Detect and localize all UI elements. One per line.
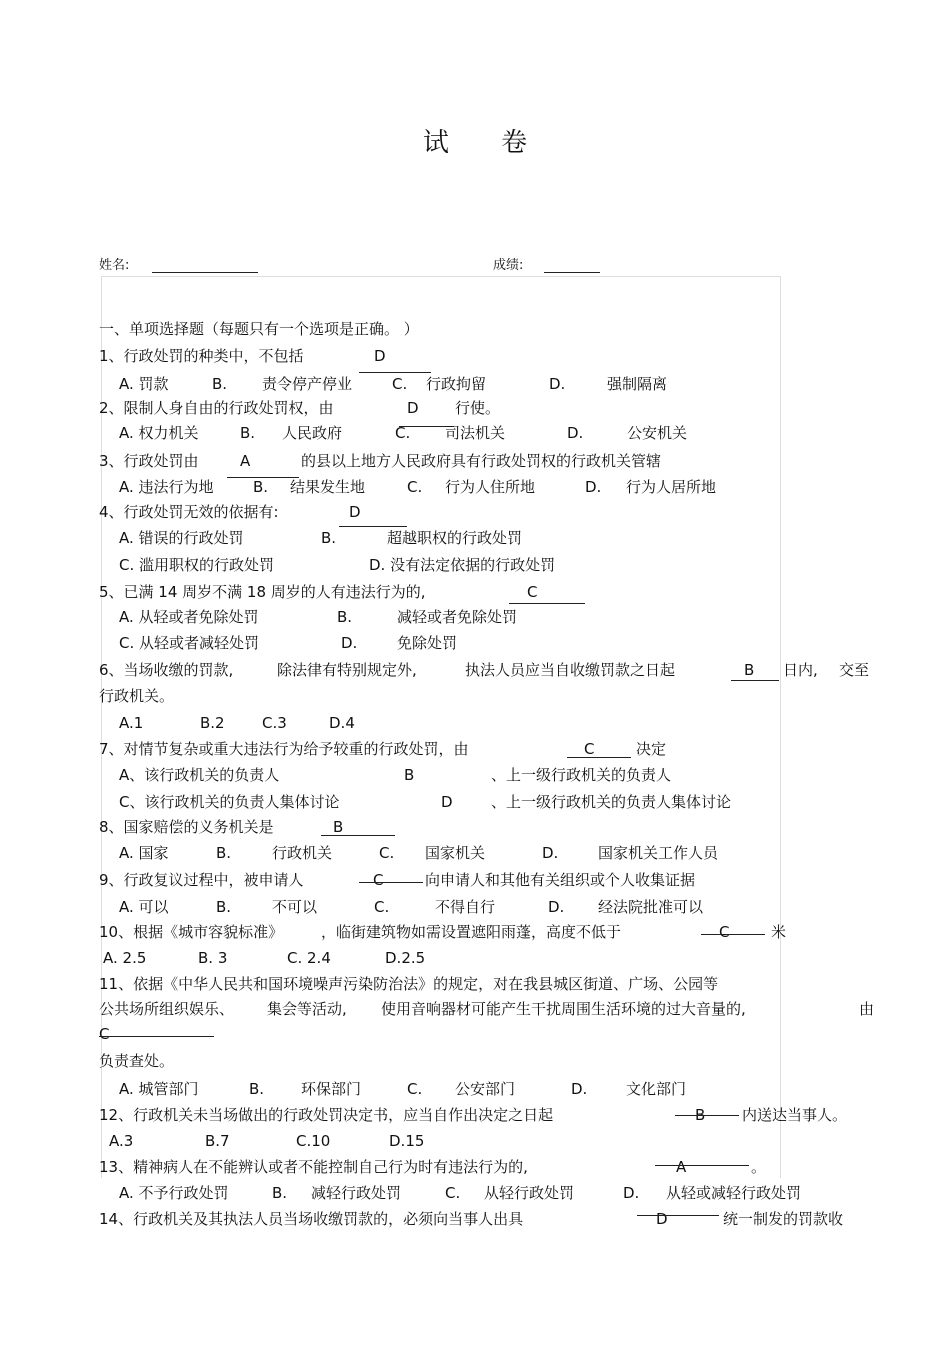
question-7-options-1 (99, 763, 879, 787)
option-d: D. (549, 375, 566, 393)
question-5-options-2 (99, 631, 879, 655)
question-stem-end: 内送达当事人。 (742, 1106, 848, 1124)
question-4 (99, 500, 879, 524)
option-d-text: 公安机关 (627, 424, 688, 442)
option-b: B.2 (200, 714, 225, 732)
answer: C (527, 583, 538, 601)
question-6-cont (99, 684, 879, 708)
answer-underline (509, 603, 585, 604)
option-b-text: 超越职权的行政处罚 (387, 529, 523, 547)
question-stem-end: 。 (751, 1158, 767, 1176)
option-b-text: 人民政府 (282, 424, 343, 442)
answer: B (333, 818, 344, 836)
option-d-text: 、上一级行政机关的负责人集体讨论 (491, 793, 732, 811)
question-4-options-1 (99, 526, 879, 550)
name-label: 姓名: (99, 258, 130, 273)
option-a: A. 错误的行政处罚 (119, 529, 244, 547)
question-stem: 13、精神病人在不能辨认或者不能控制自己行为时有违法行为的, (99, 1158, 528, 1176)
question-8-options (99, 841, 879, 865)
question-11-answer-line (99, 1022, 879, 1046)
option-c-text: 行政拘留 (426, 375, 487, 393)
answer: C (584, 740, 595, 758)
option-a: A. 权力机关 (119, 424, 199, 442)
option-d-text: 国家机关工作人员 (598, 844, 719, 862)
question-9-options (99, 895, 879, 919)
option-a: A. 不予行政处罚 (119, 1184, 229, 1202)
question-1 (99, 344, 879, 368)
question-9 (99, 868, 879, 892)
option-b: B (404, 766, 415, 784)
option-b-text: 责令停产停业 (262, 375, 353, 393)
option-a: A. 2.5 (103, 949, 147, 967)
option-b-text: 行政机关 (272, 844, 333, 862)
option-b: B. (321, 529, 337, 547)
question-stem-2: 除法律有特别规定外, (277, 661, 417, 679)
option-b-text: 、上一级行政机关的负责人 (491, 766, 672, 784)
option-d: D.4 (329, 714, 355, 732)
option-d: D. 没有法定依据的行政处罚 (369, 556, 556, 574)
option-b: B. (216, 898, 232, 916)
option-b: B. (272, 1184, 288, 1202)
option-d-text: 行为人居所地 (626, 478, 717, 496)
answer: D (374, 347, 386, 365)
question-stem: 14、行政机关及其执法人员当场收缴罚款的，必须向当事人出具 (99, 1210, 524, 1228)
frame-border-top (101, 276, 781, 277)
option-b-text: 环保部门 (301, 1080, 362, 1098)
option-c-text: 国家机关 (425, 844, 486, 862)
option-c: C.10 (296, 1132, 331, 1150)
answer: D (656, 1210, 668, 1228)
option-b: B. (249, 1080, 265, 1098)
question-10 (99, 920, 879, 944)
question-stem-mid: ，临街建筑物如需设置遮阳雨蓬，高度不低于 (321, 923, 622, 941)
name-field-line (152, 272, 258, 273)
question-stem: 8、国家赔偿的义务机关是 (99, 818, 274, 836)
question-stem-end: 向申请人和其他有关组织或个人收集证据 (425, 871, 696, 889)
option-c: C. (395, 424, 411, 442)
question-2-options (99, 421, 879, 445)
option-d-text: 免除处罚 (397, 634, 458, 652)
option-c-text: 公安部门 (455, 1080, 516, 1098)
answer-underline (637, 1215, 719, 1216)
question-stem-2a: 公共场所组织娱乐、 (99, 1000, 235, 1018)
question-1-options (99, 372, 879, 396)
answer: B (695, 1106, 706, 1124)
option-b: B. (216, 844, 232, 862)
option-a: A、该行政机关的负责人 (119, 766, 280, 784)
question-5-options-1 (99, 605, 879, 629)
option-b-text: 减轻行政处罚 (311, 1184, 402, 1202)
answer-underline (675, 1115, 739, 1116)
question-4-options-2 (99, 553, 879, 577)
question-stem: 3、行政处罚由 (99, 452, 199, 470)
question-3 (99, 449, 879, 473)
option-a: A. 罚款 (119, 375, 169, 393)
option-c: C. 从轻或者减轻处罚 (119, 634, 260, 652)
option-d-text: 经法院批准可以 (598, 898, 704, 916)
question-7-options-2 (99, 790, 879, 814)
question-5 (99, 580, 879, 604)
option-c-text: 司法机关 (445, 424, 506, 442)
question-stem: 5、已满 14 周岁不满 18 周岁的人有违法行为的, (99, 583, 426, 601)
option-d: D. (548, 898, 565, 916)
option-a: A. 违法行为地 (119, 478, 214, 496)
question-stem: 10、根据《城市容貌标准》 (99, 923, 284, 941)
question-stem: 11、依据《中华人民共和国环境噪声污染防治法》的规定，对在我县城区街道、广场、公园等 (99, 975, 719, 993)
answer: C (373, 871, 384, 889)
question-stem-6: 行政机关。 (99, 687, 175, 705)
option-a: A. 城管部门 (119, 1080, 199, 1098)
option-d: D (441, 793, 453, 811)
question-14 (99, 1207, 879, 1231)
question-13-options (99, 1181, 879, 1205)
question-8 (99, 815, 879, 839)
answer-underline (359, 882, 423, 883)
question-stem: 2、限制人身自由的行政处罚权，由 (99, 399, 334, 417)
option-c: C. (407, 478, 423, 496)
option-b-text: 减轻或者免除处罚 (397, 608, 518, 626)
option-c-text: 不得自行 (435, 898, 496, 916)
answer: A (240, 452, 251, 470)
question-stem-2c: 使用音响器材可能产生干扰周围生活环境的过大音量的, (381, 1000, 746, 1018)
option-d: D. (341, 634, 358, 652)
answer: A (676, 1158, 687, 1176)
option-b: B.7 (205, 1132, 230, 1150)
score-label: 成绩: (493, 258, 524, 273)
option-b: B. (240, 424, 256, 442)
option-a: A.1 (119, 714, 144, 732)
question-stem: 7、对情节复杂或重大违法行为给予较重的行政处罚，由 (99, 740, 469, 758)
question-stem-4: 日内, (783, 661, 818, 679)
option-d: D. (542, 844, 559, 862)
question-stem-5: 交至 (839, 661, 870, 679)
option-c: C. (374, 898, 390, 916)
option-d-text: 从轻或减轻行政处罚 (666, 1184, 802, 1202)
question-11 (99, 972, 879, 996)
section-heading: 一、单项选择题（每题只有一个选项是正确。 ） (99, 320, 419, 338)
answer: D (407, 399, 419, 417)
question-2 (99, 396, 879, 420)
option-c: C. (379, 844, 395, 862)
option-c: C. (392, 375, 408, 393)
option-d: D.15 (389, 1132, 425, 1150)
question-10-options (99, 946, 879, 970)
option-d: D.2.5 (385, 949, 426, 967)
option-d-text: 强制隔离 (607, 375, 668, 393)
question-11-cont (99, 997, 879, 1021)
answer-underline (731, 680, 779, 681)
question-stem-2d: 由 (859, 1000, 875, 1018)
answer: C (99, 1025, 110, 1043)
option-c-text: 从轻行政处罚 (484, 1184, 575, 1202)
question-stem: 1、行政处罚的种类中，不包括 (99, 347, 304, 365)
answer-underline (321, 835, 395, 836)
answer-underline (99, 1036, 214, 1037)
answer-underline (655, 1165, 749, 1166)
answer: C (719, 923, 730, 941)
option-a: A.3 (109, 1132, 134, 1150)
answer-underline (567, 757, 631, 758)
option-c: C. 2.4 (287, 949, 331, 967)
question-stem-end: 米 (771, 923, 787, 941)
option-a: A. 从轻或者免除处罚 (119, 608, 259, 626)
option-d: D. (585, 478, 602, 496)
question-stem-end: 决定 (636, 740, 667, 758)
question-stem-end: 统一制发的罚款收 (723, 1210, 844, 1228)
question-12-options (99, 1129, 879, 1153)
question-stem-end: 行使。 (455, 399, 501, 417)
question-stem-2b: 集会等活动, (267, 1000, 347, 1018)
page-title: 试 卷 (422, 128, 550, 158)
question-stem-3: 执法人员应当自收缴罚款之日起 (465, 661, 676, 679)
option-a: A. 国家 (119, 844, 169, 862)
option-c: C. (445, 1184, 461, 1202)
question-stem-end: 负责查处。 (99, 1052, 175, 1070)
question-7 (99, 737, 879, 761)
question-stem: 9、行政复议过程中，被申请人 (99, 871, 304, 889)
question-stem: 6、当场收缴的罚款, (99, 661, 234, 679)
question-6-options (99, 711, 879, 735)
question-11-end (99, 1049, 879, 1073)
option-c: C. (407, 1080, 423, 1098)
answer-underline (701, 934, 765, 935)
question-12 (99, 1103, 879, 1127)
option-d: D. (571, 1080, 588, 1098)
question-stem: 12、行政机关未当场做出的行政处罚决定书，应当自作出决定之日起 (99, 1106, 554, 1124)
option-a: A. 可以 (119, 898, 169, 916)
option-b: B. (253, 478, 269, 496)
question-stem-end: 的县以上地方人民政府具有行政处罚权的行政机关管辖 (301, 452, 662, 470)
option-b: B. (212, 375, 228, 393)
question-stem: 4、行政处罚无效的依据有: (99, 503, 279, 521)
question-13 (99, 1155, 879, 1179)
score-field-line (544, 272, 600, 273)
option-c: C.3 (262, 714, 287, 732)
option-b: B. 3 (198, 949, 228, 967)
question-6 (99, 658, 879, 682)
option-c: C. 滥用职权的行政处罚 (119, 556, 275, 574)
answer: D (349, 503, 361, 521)
option-b-text: 结果发生地 (290, 478, 366, 496)
question-3-options (99, 475, 879, 499)
option-d: D. (567, 424, 584, 442)
question-11-options (99, 1077, 879, 1101)
option-d: D. (623, 1184, 640, 1202)
option-b-text: 不可以 (272, 898, 318, 916)
answer: B (744, 661, 755, 679)
option-c-text: 行为人住所地 (445, 478, 536, 496)
option-b: B. (337, 608, 353, 626)
option-c: C、该行政机关的负责人集体讨论 (119, 793, 340, 811)
option-d-text: 文化部门 (626, 1080, 687, 1098)
